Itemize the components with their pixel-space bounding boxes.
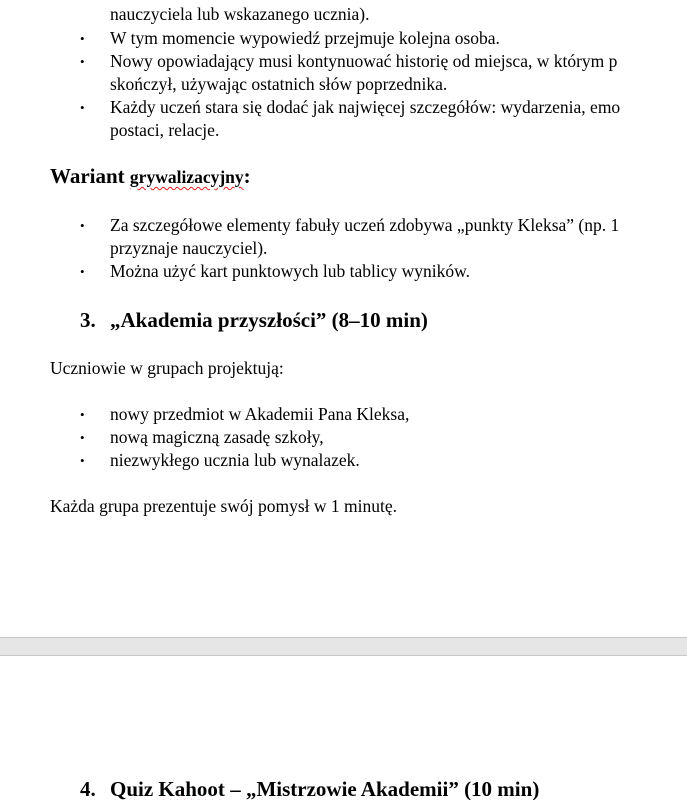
section-title: „Akademia przyszłości” (8–10 min)	[110, 308, 428, 332]
section-closing: Każda grupa prezentuje swój pomysł w 1 minutę.	[50, 496, 397, 516]
bullet-icon: •	[80, 218, 85, 233]
list-item-continued-line: przyznaje nauczyciel).	[110, 238, 268, 258]
document-page-2	[0, 656, 687, 800]
section-number: 3.	[80, 308, 96, 332]
variant-heading-word: Wariant	[50, 164, 125, 188]
section-title	[110, 776, 539, 800]
variant-heading	[50, 165, 251, 189]
section-number: 4.	[80, 777, 96, 800]
bullet-icon: •	[80, 453, 85, 468]
list-item: nową magiczną zasadę szkoły,	[110, 427, 324, 447]
list-item: niezwykłego ucznia lub wynalazek.	[110, 450, 360, 470]
list-item: nowy przedmiot w Akademii Pana Kleksa,	[110, 404, 410, 424]
list-item: Każdy uczeń stara się dodać jak najwięcej szczegółów: wydarzenia, emo	[110, 97, 621, 117]
list-item: Nowy opowiadający musi kontynuować historię od miejsca, w którym p	[110, 51, 618, 71]
section-intro: Uczniowie w grupach projektują:	[50, 358, 284, 378]
list-item: W tym momencie wypowiedź przejmuje kolejna osoba.	[110, 28, 500, 48]
bullet-icon: •	[80, 100, 85, 115]
bullet-icon: •	[80, 430, 85, 445]
bullet-icon: •	[80, 264, 85, 279]
list-item-continued-line: nauczyciela lub wskazanego ucznia).	[110, 4, 370, 24]
variant-heading-colon: :	[243, 164, 251, 188]
bullet-icon: •	[80, 54, 85, 69]
misspelled-word[interactable]: grywalizacyjny	[129, 167, 244, 187]
section-title-rest: – „Mistrzowie Akademii” (10 min)	[224, 777, 540, 800]
bullet-icon: •	[80, 31, 85, 46]
list-item-continued-line: skończył, używając ostatnich słów poprzednika.	[110, 74, 448, 94]
misspelled-word[interactable]: Kahoot	[158, 777, 225, 800]
list-item: Można użyć kart punktowych lub tablicy wyników.	[110, 261, 470, 281]
list-item-continued-line: postaci, relacje.	[110, 120, 220, 140]
page-separator	[0, 637, 687, 656]
section-title-word: Quiz	[110, 777, 154, 800]
list-item: Za szczegółowe elementy fabuły uczeń zdobywa „punkty Kleksa” (np. 1	[110, 215, 620, 235]
bullet-icon: •	[80, 407, 85, 422]
